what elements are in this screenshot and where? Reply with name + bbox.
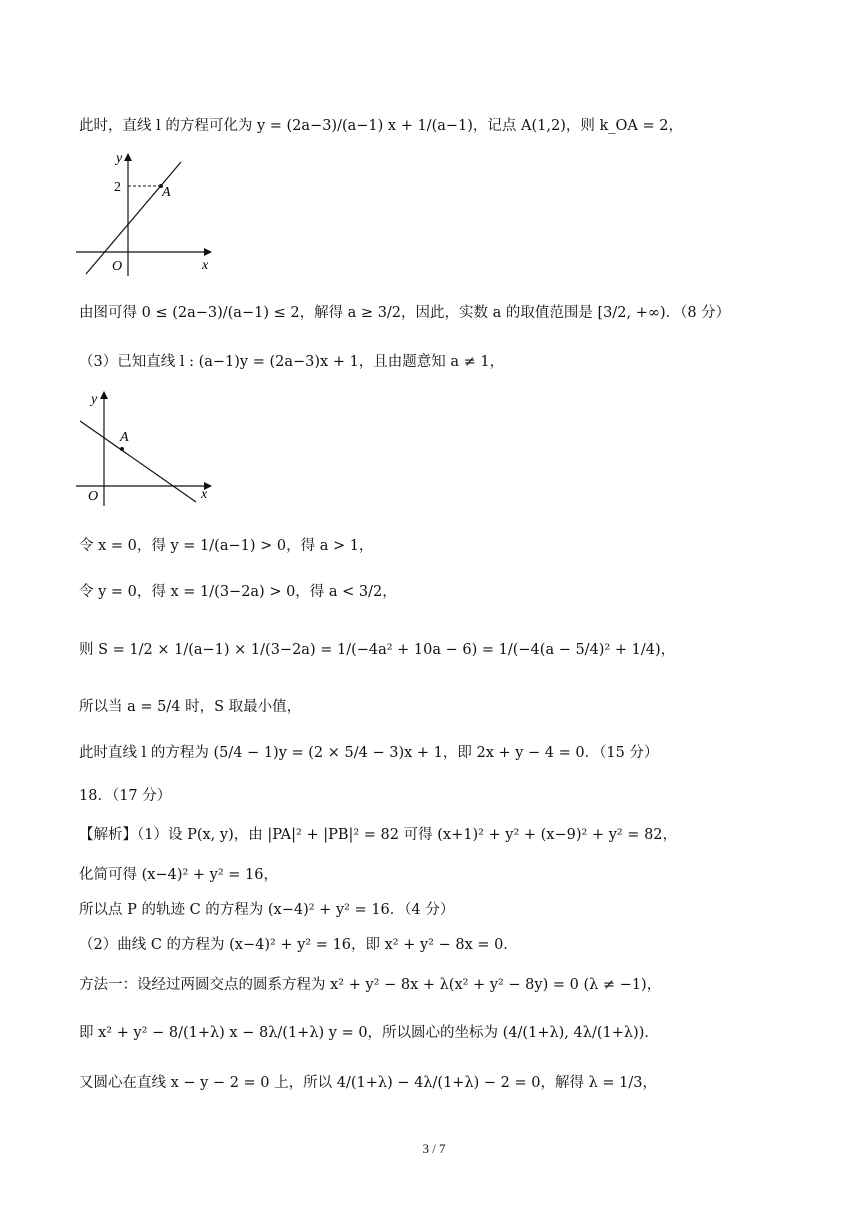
text-line [79, 582, 397, 602]
figure-2-svg [76, 388, 216, 508]
origin-label: O [88, 489, 99, 504]
text-line [79, 116, 683, 136]
page-number: 3 / 7 [422, 1141, 446, 1156]
point-a-label: A [162, 185, 171, 200]
section-heading [79, 786, 171, 806]
line-text: 化简可得 (x−4)² + y² = 16， [79, 867, 278, 883]
x-axis-label: x [202, 258, 209, 273]
line-text: 所以当 a = 5/4 时，S 取最小值， [79, 699, 302, 715]
text-line [79, 697, 301, 717]
line-l [86, 162, 181, 274]
text-line [79, 1023, 659, 1043]
text-line [79, 865, 278, 885]
text-line [79, 536, 373, 556]
line-text: 此时，直线 l 的方程可化为 y = (2a−3)/(a−1) x + 1/(a−1)，记点 A(1,2)，则 k_OA = 2， [79, 118, 683, 134]
figure-line-through-a [76, 148, 216, 282]
line-text: 18．（17 分） [79, 788, 172, 804]
y-axis-label: y [116, 151, 123, 166]
line-text: 由图可得 0 ≤ (2a−3)/(a−1) ≤ 2，解得 a ≥ 3/2，因此，实数 a 的取值范围是 [3/2, +∞)．（8 分） [79, 305, 731, 321]
text-line [79, 825, 677, 845]
text-line [79, 303, 730, 323]
text-line [79, 352, 504, 372]
y-axis-label: y [91, 392, 98, 407]
line-text: 又圆心在直线 x − y − 2 = 0 上，所以 4/(1+λ) − 4λ/(1+λ) − 2 = 0，解得 λ = 1/3， [79, 1075, 657, 1091]
figure-1-svg [76, 148, 216, 278]
line-text: 此时直线 l 的方程为 (5/4 − 1)y = (2 × 5/4 − 3)x + 1，即 2x + y − 4 = 0．（15 分） [79, 745, 659, 761]
line-text: （3）已知直线 l : (a−1)y = (2a−3)x + 1，且由题意知 a ≠ 1， [79, 354, 505, 370]
point-a [120, 447, 124, 451]
x-axis-label: x [201, 487, 208, 502]
line-text: （2）曲线 C 的方程为 (x−4)² + y² = 16，即 x² + y² − 8x = 0． [79, 937, 518, 953]
line-text: 则 S = 1/2 × 1/(a−1) × 1/(3−2a) = 1/(−4a² + 10a − 6) = 1/(−4(a − 5/4)² + 1/4)， [79, 642, 676, 658]
line-text: 即 x² + y² − 8/(1+λ) x − 8λ/(1+λ) y = 0，所以圆心的坐标为 (4/(1+λ), 4λ/(1+λ))． [79, 1025, 659, 1041]
line-text: 【解析】（1）设 P(x, y)，由 |PA|² + |PB|² = 82 可得 (x+1)² + y² + (x−9)² + y² = 82， [79, 827, 678, 843]
text-line [79, 975, 661, 995]
tick-label: 2 [114, 180, 121, 195]
figure-line-negative-slope [76, 388, 216, 512]
text-line [79, 1073, 657, 1093]
point-a-label: A [120, 430, 129, 445]
text-line [79, 900, 454, 920]
line-text: 令 x = 0，得 y = 1/(a−1) > 0，得 a > 1， [79, 538, 374, 554]
text-line [79, 743, 658, 763]
line-text: 方法一：设经过两圆交点的圆系方程为 x² + y² − 8x + λ(x² + y² − 8y) = 0 (λ ≠ −1)， [79, 977, 662, 993]
line-text: 所以点 P 的轨迹 C 的方程为 (x−4)² + y² = 16．（4 分） [79, 902, 455, 918]
origin-label: O [112, 259, 123, 274]
line-text: 令 y = 0，得 x = 1/(3−2a) > 0，得 a < 3/2， [79, 584, 397, 600]
text-line [79, 640, 675, 660]
text-line [79, 935, 518, 955]
